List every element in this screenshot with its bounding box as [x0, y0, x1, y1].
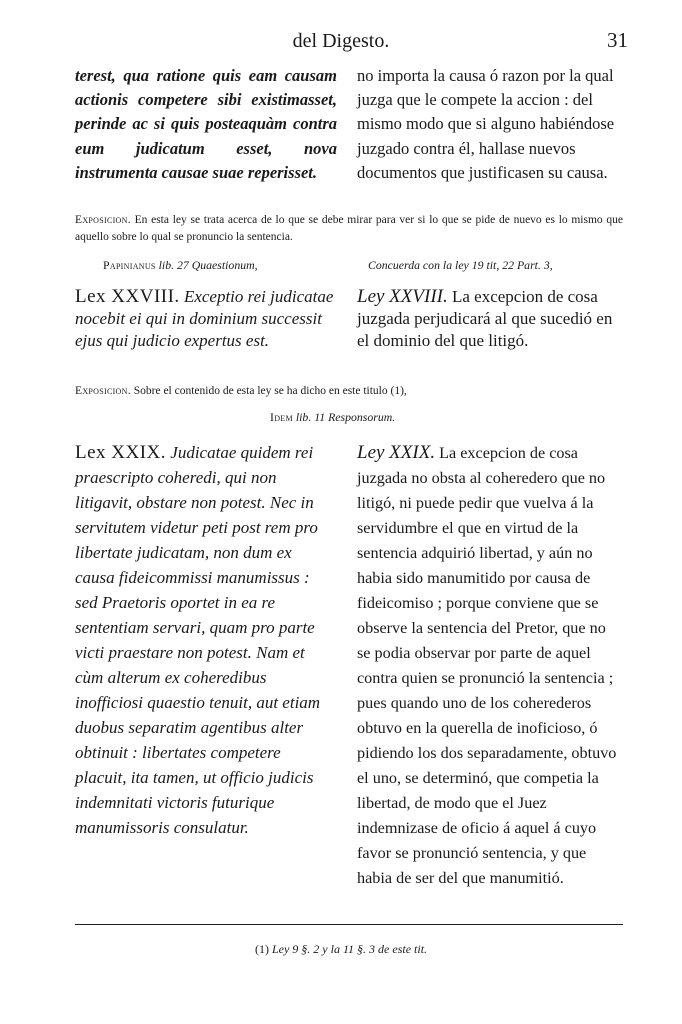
- footnote: [0, 942, 682, 957]
- latin-paragraph: terest, qua ratione quis eam causam actionis competere sibi existimasset, perinde ac si quis posteaquàm contra eum judicatum esset, nova instrumenta causae suae reperisset.: [75, 66, 337, 182]
- exposicion-label: Exposicion.: [75, 385, 131, 397]
- concordance-citation: Concuerda con la ley 19 tit, 22 Part. 3,: [368, 258, 553, 272]
- footnote-rule: [75, 924, 623, 925]
- citation-author: Papinianus: [103, 258, 156, 272]
- exposicion-note-2: [75, 383, 623, 400]
- source-citation-idem: [270, 410, 395, 425]
- ley-text: La excepcion de cosa juzgada no obsta al coheredero que no litigó, ni puede pedir que vuelva á la servidumbre el que en virtud de la sentencia adquirió libertad, y aún no habia sido manumitido por causa de fideicomiso ; porque conviene que se observe la sentencia del Pretor, que no se podia observar por parte de aquel contra quien se pronunció la sentencia ; pues quando uno de los coherederos obtuvo en la querella de inoficioso, ó pidiendo los dos separadamente, obtuvo el uno, se determinó, que competia la libertad, de modo que el Juez indemnizase de oficio á aquel á cuyo favor se pronunció sentencia, y que habia de ser del que manumitió.: [357, 444, 617, 887]
- ley-28-spanish: [357, 286, 623, 352]
- exposicion-text: En esta ley se trata acerca de lo que se debe mirar para ver si lo que se pide de nuevo es lo mismo que aquello sobre lo qual se pronuncio la sentencia.: [75, 214, 623, 243]
- ley-heading: Ley XXVIII.: [357, 286, 448, 307]
- lex-heading: Lex XXVIII.: [75, 286, 180, 307]
- exposicion-label: Exposicion.: [75, 214, 131, 226]
- page-number: 31: [607, 28, 628, 52]
- citation-author: Idem: [270, 410, 293, 424]
- footnote-text: Ley 9 §. 2 y la 11 §. 3 de este tit.: [271, 942, 428, 956]
- lex-text: Judicatae quidem rei praescripto coheredi, qui non litigavit, obstare non potest. Nec in servitutem videtur peti post rem pro libertate judicatam, non dum ex causa fideicommissi manumissus : sed Praetoris oportet in ea re sententiam servari, quam pro parte victi praestare non potest. Nam et cùm alterum ex coheredibus inofficiosi quaestio tenuit, aut etiam duobus separatim agentibus alter obtinuit : libertates competere placuit, ita tamen, ut officio judicis indemnitati victoris futurique manumissoris consulatur.: [75, 443, 321, 837]
- running-title: del Digesto.: [292, 30, 390, 52]
- lex-28-latin: [75, 286, 337, 352]
- spanish-paragraph: no importa la causa ó razon por la qual juzga que le compete la accion : del mismo modo que si alguno habiéndose juzgado contra él, hallase nuevos documentos que justificasen su causa.: [357, 66, 615, 182]
- citation-source: lib. 11 Responsorum.: [295, 410, 396, 424]
- lex-text: Exceptio rei judicatae nocebit ei qui in dominium successit ejus qui judicio expertus est.: [75, 287, 334, 350]
- ley-heading: Ley XXIX.: [357, 442, 436, 463]
- exposicion-text: Sobre el contenido de esta ley se ha dicho en este titulo (1),: [133, 385, 407, 397]
- ley-text: La excepcion de cosa juzgada perjudicará al que sucedió en el dominio del que litigó.: [357, 287, 613, 350]
- spanish-column-continuation: [357, 64, 623, 185]
- ley-29-spanish: [357, 440, 623, 891]
- exposicion-note-1: [75, 212, 623, 246]
- latin-column-continuation: [75, 64, 337, 185]
- lex-heading: Lex XXIX.: [75, 442, 167, 463]
- lex-29-latin: [75, 440, 335, 840]
- running-head: [0, 26, 682, 60]
- footnote-marker: (1): [254, 942, 269, 956]
- source-citation: [103, 258, 258, 273]
- citation-source: lib. 27 Quaestionum,: [158, 258, 258, 272]
